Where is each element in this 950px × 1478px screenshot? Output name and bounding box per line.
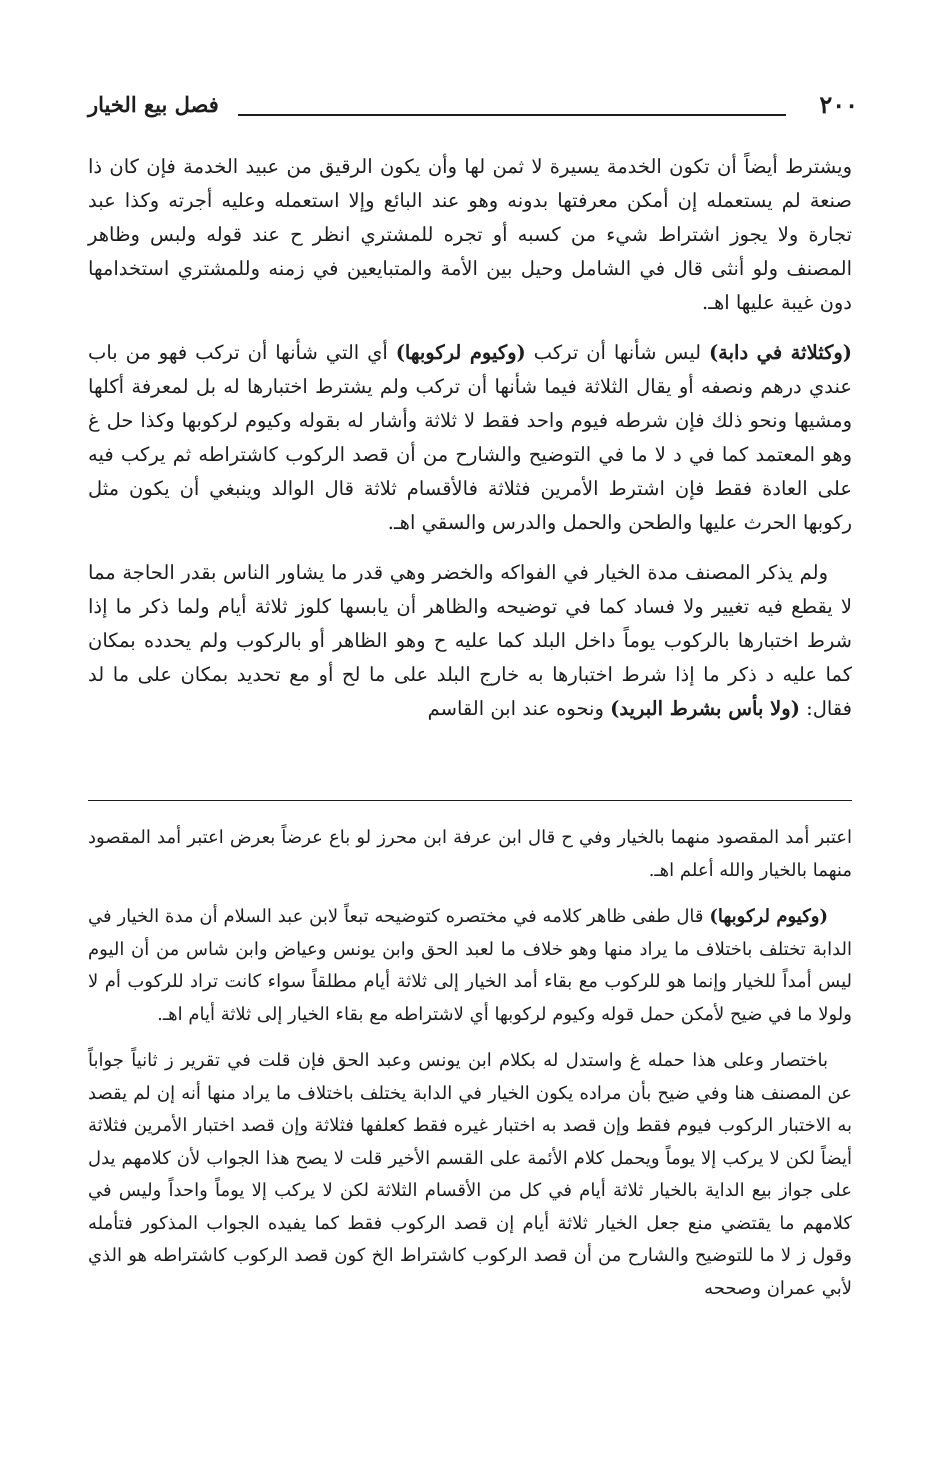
main-paragraph (88, 150, 852, 320)
header-rule (238, 114, 786, 116)
paragraph-text: ليس شأنها أن تركب (525, 341, 709, 364)
paragraph-text: ويشترط أيضاً أن تكون الخدمة يسيرة لا ثمن لها وأن يكون الرقيق من عبيد الخدمة فإن كان ذا صنعة لم يستعمله إن أمكن معرفتها بدونه وهو عند البائع وإلا استعمله وعليه أجرته وكذا عبد تجارة ولا يجوز اشتراط شيء من كسبه أو تجره للمشتري انظر ح عند قوله ولبس وظاهر المصنف ولو أنثى قال في الشامل وحيل بين الأمة والمتبايعين في زمنه وللمشتري استخدامها دون غيبة عليها اهـ. (88, 155, 852, 314)
paragraph-text: ونحوه عند ابن القاسم (427, 697, 611, 720)
paragraph-text: أي التي شأنها أن تركب فهو من باب عندي درهم ونصفه أو يقال الثلاثة فيما شأنها أن تركب ولم يشترط اختبارها له بل لمعرفة أكلها ومشيها ونحو ذلك فإن شرطه فيوم واحد فقط لا ثلاثة وأشار له بقوله وكيوم لركوبها وكذا حل غ وهو المعتمد كما في د لا ما في التوضيح والشارح من أن قصد الركوب كاشتراطه ثم يركب فيه على العادة فقط فإن اشترط الأمرين فثلاثة فالأقسام ثلاثة قال الوالد وينبغي أن يكون مثل ركوبها الحرث عليها والطحن والحمل والدرس والسقي اهـ. (88, 341, 852, 534)
main-paragraph (88, 556, 852, 726)
footnote-text: اعتبر أمد المقصود منهما بالخيار وفي ح قال ابن عرفة ابن محرز لو باع عرضاً بعرض اعتبر أمد المقصود منهما بالخيار والله أعلم اهـ. (88, 827, 852, 881)
footnote-separator (88, 800, 852, 801)
footnote-text: باختصار وعلى هذا حمله غ واستدل له بكلام ابن يونس وعبد الحق فإن قلت في تقرير ز ثانياً جواباً عن المصنف هنا وفي ضيح بأن مراده يكون الخيار في الدابة يختلف باختلاف ما يراد منها أنه إن لم يقصد به الاختبار الركوب فيوم فقط وإن قصد به اختبار غيره فقط كعلفها فثلاثة وإن قصد اختبار الأمرين فثلاثة أيضاً لكن لا يركب إلا يوماً ويحمل كلام الأئمة على القسم الأخير قلت لا يصح هذا الجواب لأن كلامهم يدل على جواز بيع الداية بالخيار ثلاثة أيام في كل من الأقسام الثلاثة لكن لا يركب إلا يوماً واحداً وليس في كلامهم ما يقتضي منع جعل الخيار ثلاثة أيام إن قصد الركوب فقط كما يفيده الجواب المذكور فتأمله وقول ز لا ما للتوضيح والشارح من أن قصد الركوب كاشتراط الخ كون قصد الركوب كاشتراطه هو الذي لأبي عمران وصححه (88, 1050, 852, 1299)
main-paragraph (88, 336, 852, 540)
footnote-paragraph (88, 822, 852, 887)
page-number: ٢٠٠ (819, 90, 858, 119)
footnote-quote: (وكيوم لركوبها) (709, 906, 829, 927)
matn-quote: (ولا بأس بشرط البريد) (610, 697, 800, 720)
footnote-paragraph (88, 901, 852, 1031)
running-title: فصل بيع الخيار (88, 92, 219, 117)
matn-quote: (وكيوم لركوبها) (395, 341, 526, 364)
matn-quote: (وكثلاثة في دابة) (708, 341, 853, 364)
footnotes (88, 822, 852, 1319)
footnote-text: قال طفى ظاهر كلامه في مختصره كتوضيحه تبعاً لابن عبد السلام أن مدة الخيار في الدابة تختلف باختلاف ما يراد منها وهو خلاف ما لعبد الحق وابن يونس وعياض وابن شاس من أن اليوم ليس أمداً للخيار وإنما هو للركوب مع بقاء أمد الخيار إلى ثلاثة أيام مطلقاً سواء كانت تراد للركوب أم لا ولولا ما في ضيح لأمكن حمل قوله وكيوم لركوبها أي لاشتراطه مع بقاء الخيار إلى ثلاثة أيام اهـ. (88, 906, 853, 1025)
footnote-paragraph (88, 1045, 852, 1305)
main-text (88, 150, 852, 742)
paragraph-text: ولم يذكر المصنف مدة الخيار في الفواكه والخضر وهي قدر ما يشاور الناس بقدر الحاجة مما لا يقطع فيه تغيير ولا فساد كما في توضيحه والظاهر أن يابسها كلوز ثلاثة أيام ولما ذكر ما إذا شرط اختبارها بالركوب يوماً داخل البلد كما عليه ح وهو الظاهر أو بالركوب ولم يحدده بمكان كما عليه د ذكر ما إذا شرط اختبارها به خارج البلد على ما لح أو مع تحديد بمكان على ما لد فقال: (88, 561, 852, 720)
page-header (88, 88, 858, 128)
